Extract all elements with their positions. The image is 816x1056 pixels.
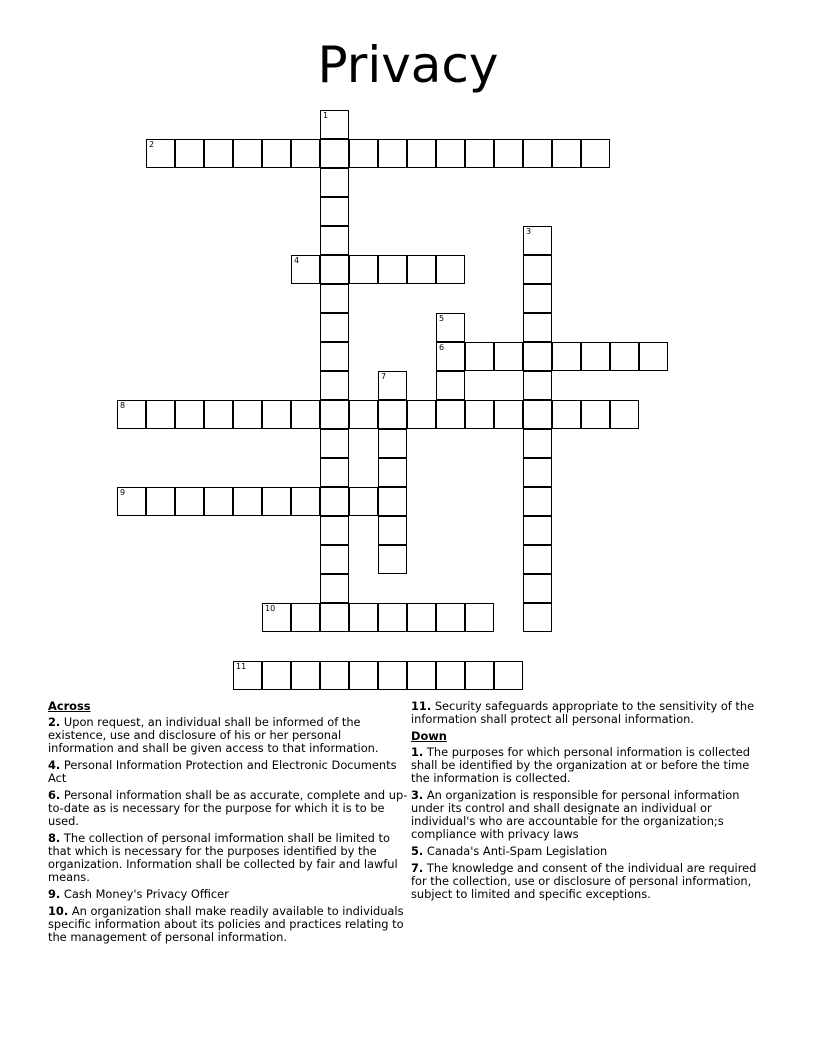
grid-cell[interactable] [523, 313, 552, 342]
grid-cell[interactable] [349, 661, 378, 690]
grid-cell[interactable] [117, 400, 146, 429]
clue-number: 1. [411, 745, 424, 759]
grid-cell[interactable] [320, 603, 349, 632]
grid-cell[interactable] [378, 661, 407, 690]
clue-number: 11. [411, 699, 432, 713]
grid-cell[interactable] [349, 255, 378, 284]
grid-cell[interactable] [233, 487, 262, 516]
grid-cell[interactable] [523, 487, 552, 516]
grid-cell[interactable] [378, 429, 407, 458]
grid-cell[interactable] [291, 487, 320, 516]
grid-cell[interactable] [349, 400, 378, 429]
grid-cell[interactable] [175, 400, 204, 429]
grid-cell[interactable] [320, 429, 349, 458]
grid-cell[interactable] [349, 603, 378, 632]
clue-down-3 [411, 789, 771, 841]
grid-cell[interactable] [233, 661, 262, 690]
grid-cell[interactable] [581, 342, 610, 371]
grid-cell[interactable] [523, 284, 552, 313]
clue-number: 4. [48, 758, 61, 772]
grid-cell[interactable] [407, 139, 436, 168]
grid-cell[interactable] [436, 661, 465, 690]
clues-left-column [48, 700, 408, 948]
grid-cell[interactable] [378, 255, 407, 284]
clue-down-7 [411, 862, 771, 901]
grid-cell[interactable] [436, 342, 465, 371]
grid-cell[interactable] [320, 168, 349, 197]
grid-cell[interactable] [146, 487, 175, 516]
grid-cell[interactable] [291, 603, 320, 632]
grid-cell[interactable] [436, 313, 465, 342]
clue-text: The purposes for which personal information is collected shall be identified by the organization at or before the time the information is collected. [411, 745, 751, 785]
grid-cell[interactable] [117, 487, 146, 516]
cell-number: 4 [294, 256, 300, 265]
grid-cell[interactable] [262, 487, 291, 516]
clue-number: 9. [48, 887, 61, 901]
clue-text: Cash Money's Privacy Officer [63, 887, 229, 901]
grid-cell[interactable] [320, 516, 349, 545]
grid-cell[interactable] [639, 342, 668, 371]
grid-cell[interactable] [523, 400, 552, 429]
grid-cell[interactable] [262, 661, 291, 690]
clue-down-5 [411, 845, 771, 858]
grid-cell[interactable] [320, 110, 349, 139]
down-heading: Down [411, 729, 447, 743]
grid-cell[interactable] [233, 400, 262, 429]
clue-text: An organization shall make readily available to individuals specific information about its policies and practices relating to the management of personal information. [48, 904, 404, 944]
clue-across-11 [411, 700, 771, 726]
grid-cell[interactable] [378, 603, 407, 632]
grid-cell[interactable] [320, 342, 349, 371]
grid-cell[interactable] [204, 139, 233, 168]
grid-cell[interactable] [320, 371, 349, 400]
grid-cell[interactable] [146, 139, 175, 168]
grid-cell[interactable] [523, 226, 552, 255]
grid-cell[interactable] [523, 371, 552, 400]
grid-cell[interactable] [349, 139, 378, 168]
grid-cell[interactable] [146, 400, 175, 429]
grid-cell[interactable] [320, 313, 349, 342]
clue-number: 2. [48, 715, 61, 729]
grid-cell[interactable] [436, 371, 465, 400]
grid-cell[interactable] [320, 487, 349, 516]
grid-cell[interactable] [320, 574, 349, 603]
clues-right-column [411, 700, 771, 905]
clue-number: 5. [411, 844, 424, 858]
clue-across-4 [48, 759, 408, 785]
grid-cell[interactable] [378, 400, 407, 429]
grid-cell[interactable] [465, 661, 494, 690]
grid-cell[interactable] [407, 255, 436, 284]
grid-cell[interactable] [378, 545, 407, 574]
grid-cell[interactable] [523, 429, 552, 458]
cell-number: 3 [526, 227, 532, 236]
grid-cell[interactable] [320, 400, 349, 429]
grid-cell[interactable] [349, 487, 378, 516]
grid-cell[interactable] [291, 400, 320, 429]
clue-down-1 [411, 746, 771, 785]
across-heading: Across [48, 699, 91, 713]
grid-cell[interactable] [291, 255, 320, 284]
grid-cell[interactable] [320, 458, 349, 487]
grid-cell[interactable] [523, 139, 552, 168]
grid-cell[interactable] [262, 400, 291, 429]
clue-text: The knowledge and consent of the individual are required for the collection, use or disclosure of personal information, subject to limited and specific exceptions. [411, 861, 757, 901]
clue-text: Canada's Anti-Spam Legislation [426, 844, 608, 858]
page-title: Privacy [317, 36, 499, 94]
grid-cell[interactable] [523, 458, 552, 487]
grid-cell[interactable] [378, 139, 407, 168]
grid-cell[interactable] [465, 342, 494, 371]
grid-cell[interactable] [552, 400, 581, 429]
clue-text: An organization is responsible for personal information under its control and shall designate an individual or individual's who are accountable for the organization;s compliance with privacy laws [411, 788, 740, 841]
grid-cell[interactable] [378, 487, 407, 516]
clue-across-9 [48, 888, 408, 901]
grid-cell[interactable] [552, 342, 581, 371]
cell-number: 2 [149, 140, 155, 149]
clue-number: 10. [48, 904, 69, 918]
grid-cell[interactable] [320, 197, 349, 226]
grid-cell[interactable] [523, 603, 552, 632]
grid-cell[interactable] [320, 661, 349, 690]
grid-cell[interactable] [465, 139, 494, 168]
clue-number: 8. [48, 831, 61, 845]
grid-cell[interactable] [407, 603, 436, 632]
grid-cell[interactable] [291, 661, 320, 690]
clue-text: Personal Information Protection and Electronic Documents Act [48, 758, 397, 785]
grid-cell[interactable] [494, 400, 523, 429]
grid-cell[interactable] [407, 400, 436, 429]
grid-cell[interactable] [378, 371, 407, 400]
grid-cell[interactable] [320, 139, 349, 168]
cell-number: 11 [236, 662, 247, 671]
grid-cell[interactable] [175, 139, 204, 168]
grid-cell[interactable] [610, 400, 639, 429]
cell-number: 5 [439, 314, 445, 323]
clue-across-10 [48, 905, 408, 944]
grid-cell[interactable] [320, 255, 349, 284]
grid-cell[interactable] [378, 458, 407, 487]
cell-number: 8 [120, 401, 126, 410]
grid-cell[interactable] [291, 139, 320, 168]
grid-cell[interactable] [436, 255, 465, 284]
grid-cell[interactable] [494, 139, 523, 168]
grid-cell[interactable] [233, 139, 262, 168]
grid-cell[interactable] [436, 400, 465, 429]
cell-number: 10 [265, 604, 276, 613]
grid-cell[interactable] [262, 139, 291, 168]
grid-cell[interactable] [523, 574, 552, 603]
grid-cell[interactable] [320, 284, 349, 313]
clue-text: Personal information shall be as accurate, complete and up-to-date as is necessary for the purpose for which it is to be used. [48, 788, 408, 828]
grid-cell[interactable] [494, 661, 523, 690]
grid-cell[interactable] [523, 255, 552, 284]
grid-cell[interactable] [320, 226, 349, 255]
grid-cell[interactable] [610, 342, 639, 371]
cell-number: 1 [323, 111, 329, 120]
clue-number: 7. [411, 861, 424, 875]
grid-cell[interactable] [436, 603, 465, 632]
clue-number: 3. [411, 788, 424, 802]
grid-cell[interactable] [436, 139, 465, 168]
clue-across-8 [48, 832, 408, 884]
clue-across-6 [48, 789, 408, 828]
grid-cell[interactable] [378, 516, 407, 545]
grid-cell[interactable] [523, 516, 552, 545]
grid-cell[interactable] [552, 139, 581, 168]
clue-text: The collection of personal imformation shall be limited to that which is necessary for the purposes identified by the organization. Information shall be collected by fair and lawful means. [48, 831, 398, 884]
grid-cell[interactable] [523, 342, 552, 371]
grid-cell[interactable] [494, 342, 523, 371]
grid-cell[interactable] [407, 661, 436, 690]
grid-cell[interactable] [581, 139, 610, 168]
grid-cell[interactable] [320, 545, 349, 574]
cell-number: 9 [120, 488, 126, 497]
grid-cell[interactable] [175, 487, 204, 516]
grid-cell[interactable] [465, 603, 494, 632]
clue-text: Upon request, an individual shall be informed of the existence, use and disclosure of his or her personal information and shall be given access to that information. [48, 715, 379, 755]
grid-cell[interactable] [262, 603, 291, 632]
grid-cell[interactable] [465, 400, 494, 429]
clue-text: Security safeguards appropriate to the sensitivity of the information shall protect all personal information. [411, 699, 755, 726]
grid-cell[interactable] [204, 400, 233, 429]
clue-across-2 [48, 716, 408, 755]
grid-cell[interactable] [204, 487, 233, 516]
cell-number: 6 [439, 343, 445, 352]
grid-cell[interactable] [581, 400, 610, 429]
cell-number: 7 [381, 372, 387, 381]
clue-number: 6. [48, 788, 61, 802]
grid-cell[interactable] [523, 545, 552, 574]
